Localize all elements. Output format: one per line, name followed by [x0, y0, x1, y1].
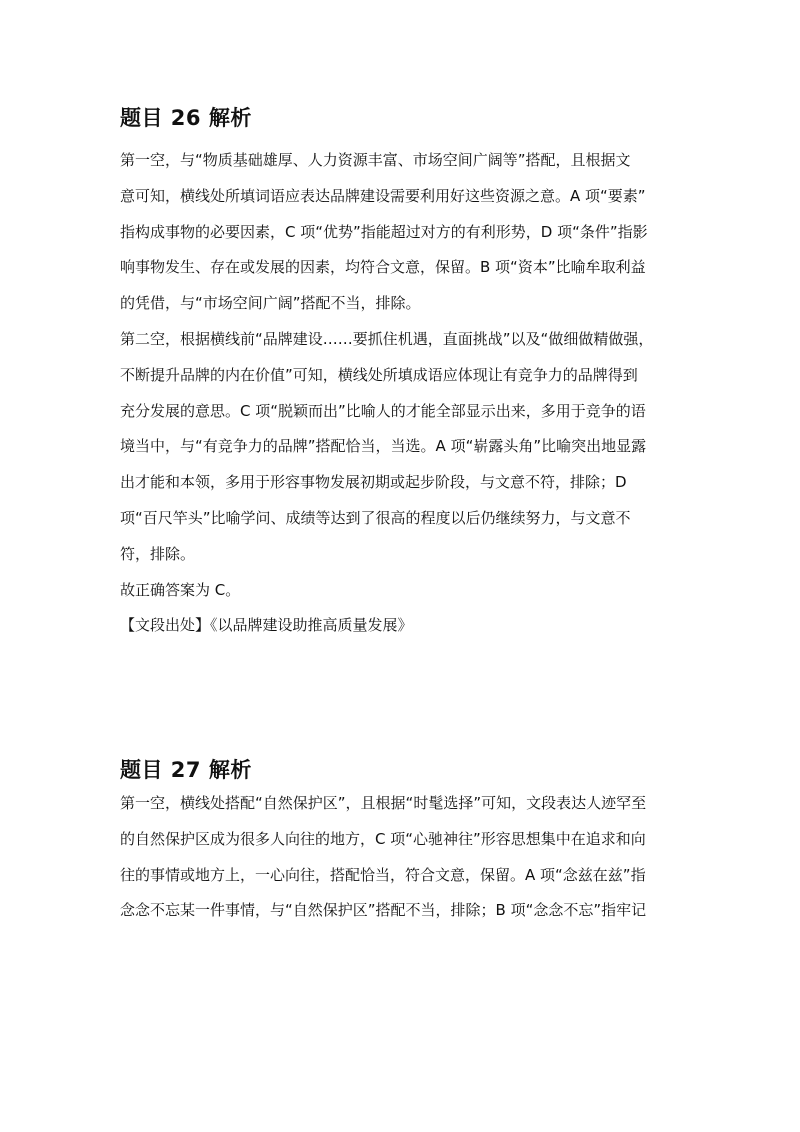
paragraph-first-blank — [120, 786, 680, 929]
text-line: 符，排除。 — [120, 544, 196, 563]
text-line: 第一空，横线处搭配“自然保护区”，且根据“时髦选择”可知，文段表达人迹罕至 — [120, 794, 647, 812]
text-line: 响事物发生、存在或发展的因素，均符合文意，保留。B 项“资本”比喻牟取利益 — [120, 258, 646, 277]
text-line: 充分发展的意思。C 项“脱颖而出”比喻人的才能全部显示出来，多用于竞争的语 — [120, 401, 646, 420]
text-line: 第二空，根据横线前“品牌建设……要抓住机遇，直面挑战”以及“做细做精做强， — [120, 329, 654, 348]
section-title-26: 题目 26 解析 — [120, 106, 252, 130]
paragraph-answer — [120, 573, 680, 609]
source-line: 【文段出处】《以品牌建设助推高质量发展》 — [120, 616, 413, 635]
text-line: 意可知，横线处所填词语应表达品牌建设需要利用好这些资源之意。A 项“要素” — [120, 186, 646, 205]
text-line: 往的事情或地方上，一心向往，搭配恰当，符合文意，保留。A 项“念兹在兹”指 — [120, 865, 646, 884]
paragraph-second-blank — [120, 322, 680, 573]
section-body-27 — [120, 786, 680, 929]
section-title-27: 题目 27 解析 — [120, 758, 252, 782]
text-line: 出才能和本领，多用于形容事物发展初期或起步阶段，与文意不符，排除；D — [120, 473, 627, 492]
section-body-26 — [120, 143, 680, 644]
paragraph-first-blank — [120, 143, 680, 322]
text-line: 第一空，与“物质基础雄厚、人力资源丰富、市场空间广阔等”搭配，且根据文 — [120, 151, 631, 169]
text-line: 不断提升品牌的内在价值”可知，横线处所填成语应体现让有竞争力的品牌得到 — [120, 365, 638, 384]
text-line: 的凭借，与“市场空间广阔”搭配不当，排除。 — [120, 294, 421, 313]
text-line: 指构成事物的必要因素，C 项“优势”指能超过对方的有利形势，D 项“条件”指影 — [120, 222, 648, 241]
text-line: 念念不忘某一件事情，与“自然保护区”搭配不当，排除；B 项“念念不忘”指牢记 — [120, 901, 647, 920]
text-line: 的自然保护区成为很多人向往的地方，C 项“心驰神往”形容思想集中在追求和向 — [120, 829, 646, 848]
text-line: 境当中，与“有竞争力的品牌”搭配恰当，当选。A 项“崭露头角”比喻突出地显露 — [120, 437, 647, 456]
text-line: 项“百尺竿头”比喻学问、成绩等达到了很高的程度以后仍继续努力，与文意不 — [120, 508, 631, 527]
paragraph-source — [120, 608, 680, 644]
answer-line: 故正确答案为 C。 — [120, 580, 241, 599]
